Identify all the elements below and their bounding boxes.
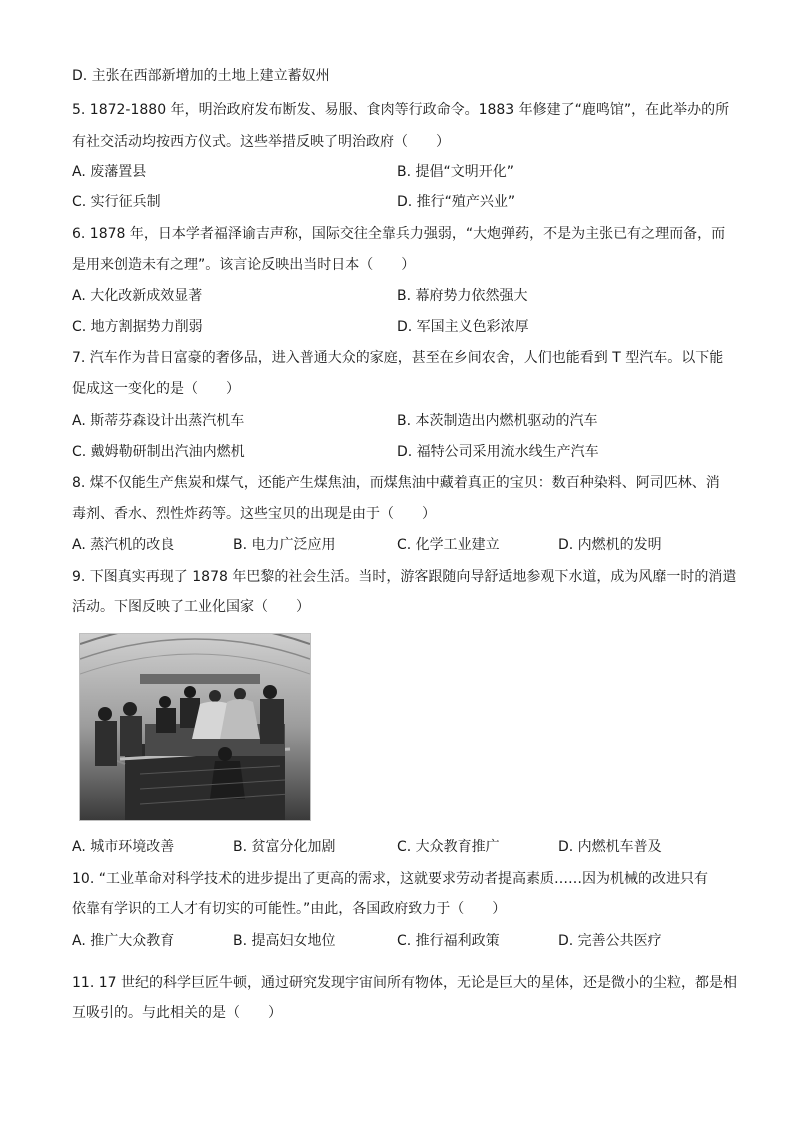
q7-option-d: D. 福特公司采用流水线生产汽车 — [397, 444, 599, 460]
q9-option-a: A. 城市环境改善 — [72, 839, 175, 855]
q6-option-b: B. 幕府势力依然强大 — [397, 288, 528, 304]
q10-option-c: C. 推行福利政策 — [397, 933, 500, 949]
q9-option-c: C. 大众教育推广 — [397, 839, 500, 855]
question-6-stem-cont: 是用来创造未有之理”。该言论反映出当时日本（ ） — [72, 257, 416, 273]
question-11-stem: 11. 17 世纪的科学巨匠牛顿，通过研究发现宇宙间所有物体，无论是巨大的星体，还是微小的尘粒，都是相 — [72, 975, 737, 991]
q9-option-b: B. 贫富分化加剧 — [233, 839, 336, 855]
question-10-stem: 10. “工业革命对科学技术的进步提出了更高的需求，这就要求劳动者提高素质……因为机械的改进只有 — [72, 871, 708, 887]
question-9-stem-cont: 活动。下图反映了工业化国家（ ） — [72, 599, 310, 615]
q7-option-b: B. 本茨制造出内燃机驱动的汽车 — [397, 413, 598, 429]
q8-option-a: A. 蒸汽机的改良 — [72, 537, 175, 553]
q10-option-a: A. 推广大众教育 — [72, 933, 175, 949]
q10-option-b: B. 提高妇女地位 — [233, 933, 336, 949]
question-5-stem-cont: 有社交活动均按西方仪式。这些举措反映了明治政府（ ） — [72, 134, 450, 150]
question-6-stem: 6. 1878 年，日本学者福泽谕吉声称，国际交往全靠兵力强弱，“大炮弹药，不是为主张已有之理而备，而 — [72, 226, 726, 242]
q8-option-c: C. 化学工业建立 — [397, 537, 500, 553]
q5-option-b: B. 提倡“文明开化” — [397, 164, 515, 180]
q9-option-d: D. 内燃机车普及 — [558, 839, 662, 855]
q5-option-c: C. 实行征兵制 — [72, 194, 161, 210]
question-9-stem: 9. 下图真实再现了 1878 年巴黎的社会生活。当时，游客跟随向导舒适地参观下水道，成为风靡一时的消遣 — [72, 569, 737, 585]
sewer-tour-illustration — [79, 633, 311, 821]
q8-option-b: B. 电力广泛应用 — [233, 537, 336, 553]
q5-option-a: A. 废藩置县 — [72, 164, 147, 180]
q5-option-d: D. 推行“殖产兴业” — [397, 194, 516, 210]
q10-option-d: D. 完善公共医疗 — [558, 933, 662, 949]
q6-option-c: C. 地方割据势力削弱 — [72, 319, 203, 335]
q8-option-d: D. 内燃机的发明 — [558, 537, 662, 553]
question-10-stem-cont: 依靠有学识的工人才有切实的可能性。”由此，各国政府致力于（ ） — [72, 901, 507, 917]
question-11-stem-cont: 互吸引的。与此相关的是（ ） — [72, 1005, 282, 1021]
q7-option-c: C. 戴姆勒研制出汽油内燃机 — [72, 444, 245, 460]
q6-option-a: A. 大化改新成效显著 — [72, 288, 203, 304]
question-7-stem-cont: 促成这一变化的是（ ） — [72, 381, 240, 397]
q7-option-a: A. 斯蒂芬森设计出蒸汽机车 — [72, 413, 245, 429]
question-8-stem-cont: 毒剂、香水、烈性炸药等。这些宝贝的出现是由于（ ） — [72, 506, 436, 522]
question-7-stem: 7. 汽车作为昔日富豪的奢侈品，进入普通大众的家庭，甚至在乡间农舍，人们也能看到 T 型汽车。以下能 — [72, 350, 724, 366]
question-8-stem: 8. 煤不仅能生产焦炭和煤气，还能产生煤焦油，而煤焦油中藏着真正的宝贝：数百种染料、阿司匹林、消 — [72, 475, 720, 491]
line-q4-option-d: D. 主张在西部新增加的土地上建立蓄奴州 — [72, 68, 330, 84]
q6-option-d: D. 军国主义色彩浓厚 — [397, 319, 529, 335]
question-5-stem: 5. 1872-1880 年，明治政府发布断发、易服、食肉等行政命令。1883 年修建了“鹿鸣馆”，在此举办的所 — [72, 102, 730, 118]
